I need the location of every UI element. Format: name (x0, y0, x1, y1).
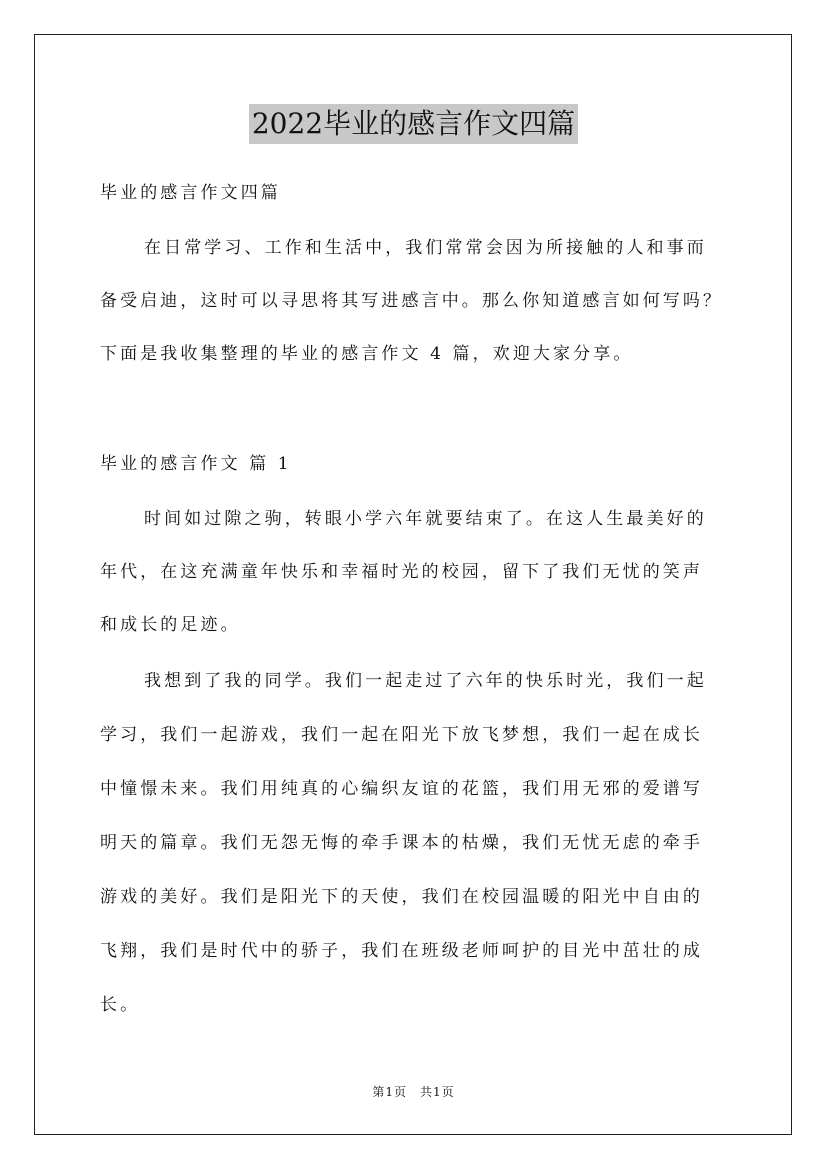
paragraph-line: 我想到了我的同学。我们一起走过了六年的快乐时光，我们一起 (144, 671, 707, 691)
document-subtitle: 毕业的感言作文四篇 (100, 183, 281, 203)
paragraph-line: 和成长的足迹。 (100, 615, 241, 635)
paragraph-line: 学习，我们一起游戏，我们一起在阳光下放飞梦想，我们一起在成长 (100, 725, 703, 745)
section-heading: 毕业的感言作文 篇 1 (100, 454, 292, 474)
intro-line: 在日常学习、工作和生活中，我们常常会因为所接触的人和事而 (144, 238, 707, 258)
intro-line: 备受启迪，这时可以寻思将其写进感言中。那么你知道感言如何写吗？ (100, 291, 724, 311)
page-number: 第1页 共1页 (372, 1085, 455, 1099)
paragraph-line: 中憧憬未来。我们用纯真的心编织友谊的花篮，我们用无邪的爱谱写 (100, 779, 703, 799)
paragraph-line: 长。 (100, 995, 141, 1015)
document-title: 2022毕业的感言作文四篇 (249, 104, 578, 144)
intro-line: 下面是我收集整理的毕业的感言作文 4 篇，欢迎大家分享。 (100, 344, 634, 364)
paragraph-line: 飞翔，我们是时代中的骄子，我们在班级老师呵护的目光中茁壮的成 (100, 941, 703, 961)
paragraph-line: 游戏的美好。我们是阳光下的天使，我们在校园温暖的阳光中自由的 (100, 887, 703, 907)
paragraph-line: 年代，在这充满童年快乐和幸福时光的校园，留下了我们无忧的笑声 (100, 562, 703, 582)
paragraph-line: 明天的篇章。我们无怨无悔的牵手课本的枯燥，我们无忧无虑的牵手 (100, 833, 703, 853)
paragraph-line: 时间如过隙之驹，转眼小学六年就要结束了。在这人生最美好的 (144, 509, 707, 529)
